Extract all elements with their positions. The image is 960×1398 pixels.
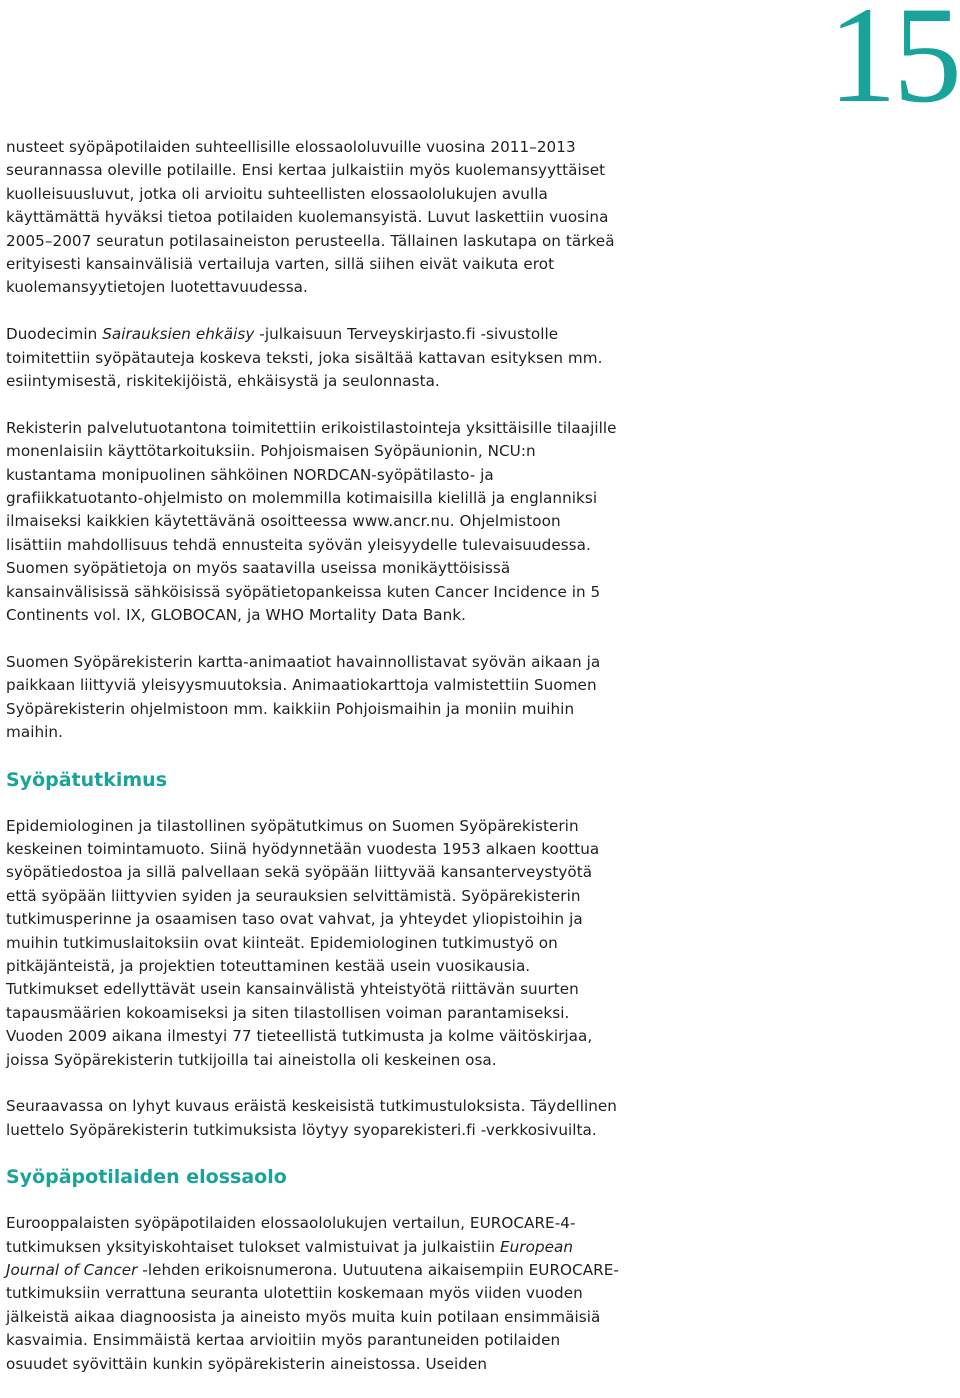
paragraph-intro: nusteet syöpäpotilaiden suhteellisille elossaololuvuille vuosina 2011–2013 seurannassa oleville potilaille. Ensi kertaa julkaistiin myös kuolemansyyttäiset kuolleisuusluvut, jotka oli arvioitu suhteellisten elossaololukujen avulla käyttämättä hyväksi tietoa potilaiden kuolemansyistä. Luvut laskettiin vuosina 2005–2007 seuratun potilasaineiston perusteella. Tällainen laskutapa on tärkeä erityisesti kansainvälisiä vertailuja varten, sillä siihen eivät vaikuta erot kuolemansyytietojen luotettavuudessa. [6, 138, 615, 297]
paragraph-eurocare [6, 1212, 621, 1376]
page-number: 15 [828, 0, 958, 131]
heading-elossaolo: Syöpäpotilaiden elossaolo [6, 1166, 287, 1189]
paragraph-tutkimus: Epidemiologinen ja tilastollinen syöpätutkimus on Suomen Syöpärekisterin keskeinen toimintamuoto. Siinä hyödynnetään vuodesta 1953 alkaen koottua syöpätiedostoa ja sillä palvellaan sekä syöpään liittyvää kansanterveystyötä että syöpään liittyvien syiden ja seurauksien selvittämistä. Syöpärekisterin tutkimusperinne ja osaamisen taso ovat vahvat, ja yhteydet yliopistoihin ja muihin tutkimuslaitoksiin ovat kiinteät. Epidemiologinen tutkimustyö on pitkäjänteistä, ja projektien toteuttaminen kestää usein vuosikausia. Tutkimukset edellyttävät usein kansainvälistä yhteistyötä riittävän suurten tapausmäärien kokoamiseksi ja siten tilastollisen voiman parantamiseksi. Vuoden 2009 aikana ilmestyi 77 tieteellistä tutkimusta ja kolme väitöskirjaa, joissa Syöpärekisterin tutkijoilla tai aineistolla oli keskeinen osa. [6, 816, 600, 1069]
heading-syopatutkimus: Syöpätutkimus [6, 768, 168, 791]
duodecim-italic-title: Sairauksien ehkäisy [102, 325, 255, 344]
duodecim-text-after: -julkaisuun Terveyskirjasto.fi -sivustolle toimitettiin syöpätauteja koskeva teksti, joka sisältää kattavan esityksen mm. esiintymisestä, riskitekijöistä, ehkäisystä ja seulonnasta. [6, 325, 603, 391]
page-content [6, 136, 621, 1376]
eurocare-text-after: -lehden erikoisnumerona. Uutuutena aikaisempiin EUROCARE-tutkimuksiin verrattuna seuranta ulotettiin koskemaan myös viiden vuoden jälkeistä aikaa diagnoosista ja aineisto myös muita kuin potilaan ensimmäisiä kasvaimia. Ensimmäistä kertaa arvioitiin myös parantuneiden potilaiden osuudet syövittäin kunkin syöpärekisterin aineistossa. Useiden [6, 1261, 619, 1373]
eurocare-text-before: Eurooppalaisten syöpäpotilaiden elossaololukujen vertailun, EUROCARE-4-tutkimuksen yksityiskohtaiset tulokset valmistuivat ja julkaistiin [6, 1214, 576, 1256]
duodecim-text-before: Duodecimin [6, 325, 103, 344]
paragraph-rekisteri: Rekisterin palvelutuotantona toimitettiin erikoistilastointeja yksittäisille tilaajille monenlaisiin käyttötarkoituksiin. Pohjoismaisen Syöpäunionin, NCU:n kustantama monipuolinen sähköinen NORDCAN-syöpätilasto- ja grafiikkatuotanto-ohjelmisto on molemmilla kotimaisilla kielillä ja englanniksi ilmaiseksi kaikkien käytettävänä osoitteessa www.ancr.nu. Ohjelmistoon lisättiin mahdollisuus tehdä ennusteita syövän yleisyydelle tulevaisuudessa. Suomen syöpätietoja on myös saatavilla useissa monikäyttöisissä kansainvälisissä sähköisissä syöpätietopankeissa kuten Cancer Incidence in 5 Continents vol. IX, GLOBOCAN, ja WHO Mortality Data Bank. [6, 418, 617, 625]
paragraph-duodecim [6, 323, 621, 393]
paragraph-seuraavassa: Seuraavassa on lyhyt kuvaus eräistä keskeisistä tutkimustuloksista. Täydellinen luettelo Syöpärekisterin tutkimuksista löytyy syoparekisteri.fi -verkkosivuilta. [6, 1097, 617, 1139]
paragraph-kartta: Suomen Syöpärekisterin kartta-animaatiot havainnollistavat syövän aikaan ja paikkaan liittyviä yleisyysmuutoksia. Animaatiokarttoja valmistettiin Suomen Syöpärekisterin ohjelmistoon mm. kaikkiin Pohjoismaihin ja moniin muihin maihin. [6, 652, 601, 742]
eurocare-italic-journal: European Journal of Cancer [6, 1237, 574, 1279]
